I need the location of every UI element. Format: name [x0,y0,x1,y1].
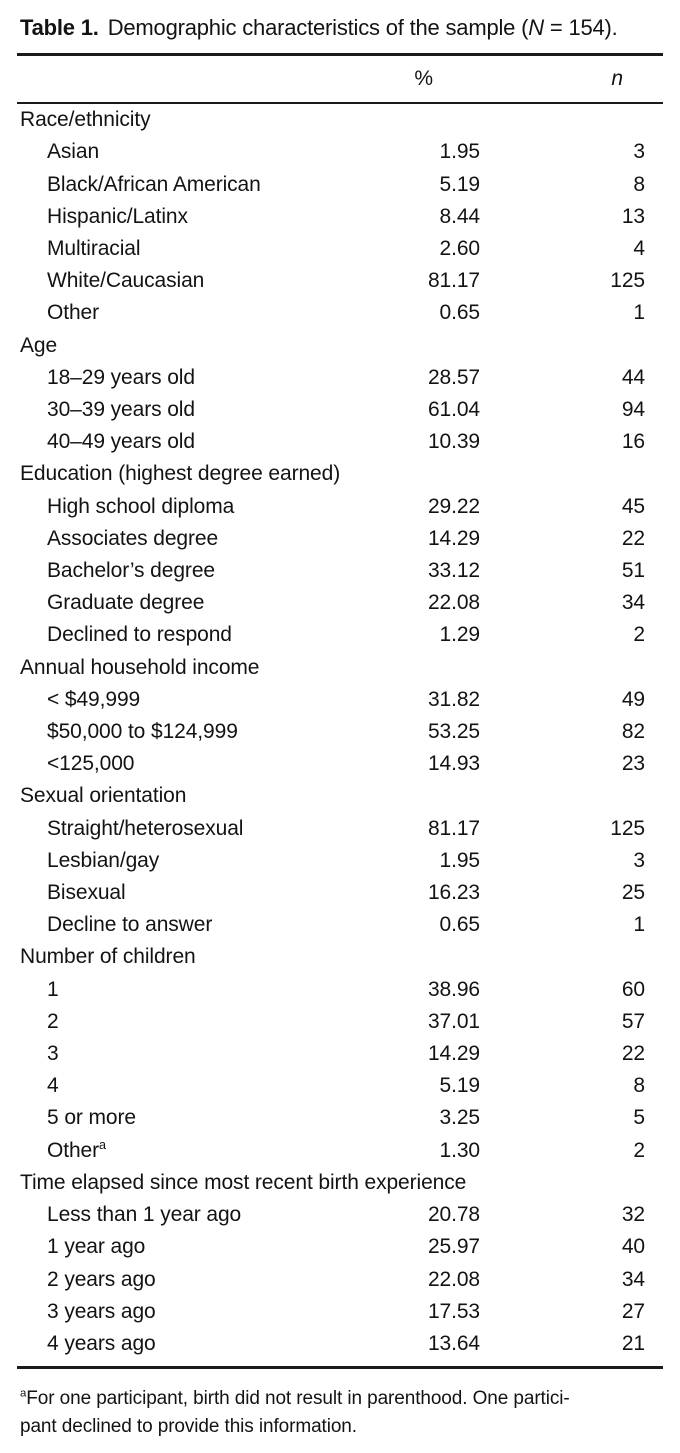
percent-value: 20.78 [427,1203,480,1227]
percent-value: 31.82 [427,687,480,711]
percent-value: 2.60 [439,237,480,260]
row-label: 1 [47,977,59,1001]
table-row [17,426,663,458]
row-label: Decline to answer [47,913,213,937]
table-row [17,1199,663,1231]
table-row [17,491,663,523]
section-header-row: Time elapsed since most recent birth experience [20,1170,467,1194]
table-caption [108,15,618,40]
row-label: Lesbian/gay [47,848,160,872]
row-label: Multiracial [47,237,141,260]
n-value: 16 [621,430,645,454]
percent-value: 10.39 [427,430,480,454]
percent-value: 22.08 [427,591,480,615]
table-row [17,201,663,233]
n-symbol: n [611,66,623,90]
table-row [17,1296,663,1328]
footnote-text: For one participant, birth did not result in parenthood. One partici- pant declined to provide this information. [20,1388,570,1437]
percent-value: 53.25 [427,720,480,744]
table-row [17,555,663,587]
n-value: 45 [621,494,645,518]
table-row [17,265,663,297]
row-label: 4 years ago [47,1331,156,1355]
n-value: 8 [633,172,645,196]
table-row [17,523,663,555]
table-row [17,1231,663,1263]
n-value: 94 [621,398,645,422]
section-header-row: Education (highest degree earned) [20,462,341,486]
n-value: 3 [633,140,645,164]
row-label: $50,000 to $124,999 [47,720,238,744]
percent-value: 5.19 [439,1074,480,1098]
table-row [17,684,663,716]
table-body [17,104,663,1360]
table-row [17,169,663,201]
stub-header-cell [17,56,365,102]
n-value: 2 [633,1138,645,1162]
n-value: 8 [633,1074,645,1098]
percent-value: 1.95 [439,848,480,872]
n-value: 3 [633,848,645,872]
n-column-header [480,56,663,102]
row-label: 30–39 years old [47,398,195,422]
table-row [17,394,663,426]
row-label: 3 years ago [47,1299,156,1323]
n-value: 51 [621,559,645,583]
n-value: 22 [621,1042,645,1066]
row-label: 3 [47,1042,59,1066]
section-header-row: Annual household income [20,655,260,679]
row-label: Bachelor’s degree [47,559,215,583]
row-label: Bisexual [47,881,126,905]
table-row [17,1006,663,1038]
row-label: Less than 1 year ago [47,1203,242,1227]
percent-value: 1.30 [439,1138,480,1162]
caption-text-after: = 154). [543,15,618,40]
n-value: 1 [633,913,645,937]
n-value: 25 [621,881,645,905]
n-value: 82 [621,720,645,744]
caption-n-symbol: N [528,15,544,40]
n-value: 34 [621,591,645,615]
row-label: High school diploma [47,494,235,518]
percent-value: 14.29 [427,526,480,550]
table-row [17,233,663,265]
percent-value: 25.97 [427,1235,480,1259]
table-footnote [17,1385,663,1440]
table-row [17,1328,663,1360]
table-title [17,13,663,43]
n-value: 21 [621,1331,645,1355]
n-value: 23 [621,752,645,776]
row-label: Other [47,301,100,325]
table-row [17,974,663,1006]
bottom-rule [17,1366,663,1369]
row-label: Other$^a$ [47,1137,106,1162]
n-value: 2 [633,623,645,647]
table-row [17,1102,663,1134]
row-label: Graduate degree [47,591,205,615]
row-label: 4 [47,1074,59,1098]
table-row [17,1070,663,1102]
percent-value: 1.95 [439,140,480,164]
row-label: White/Caucasian [47,269,205,293]
table-number: Table 1. [20,15,99,40]
column-header-row [17,56,663,102]
percent-value: 17.53 [427,1299,480,1323]
n-value: 22 [621,526,645,550]
n-value: 1 [633,301,645,325]
table-row [17,362,663,394]
n-value: 27 [621,1299,645,1323]
n-value: 44 [621,365,645,389]
n-value: 34 [621,1267,645,1291]
percent-value: 28.57 [427,365,480,389]
row-label: Black/African American [47,172,261,196]
n-value: 40 [621,1235,645,1259]
percent-value: 33.12 [427,559,480,583]
percent-value: 0.65 [439,301,480,325]
percent-value: 61.04 [427,398,480,422]
percent-value: 16.23 [427,881,480,905]
n-value: 49 [621,687,645,711]
percent-value: 81.17 [427,269,480,293]
percent-value: 13.64 [427,1331,480,1355]
table-row [17,909,663,941]
table-row [17,297,663,329]
percent-value: 14.93 [427,752,480,776]
table-row [17,1135,663,1167]
percent-value: 22.08 [427,1267,480,1291]
table-row [17,1264,663,1296]
table-row [17,716,663,748]
percent-value: 8.44 [439,204,480,228]
row-label: <125,000 [47,752,135,776]
table-row [17,845,663,877]
table-row [17,619,663,651]
row-label: 5 or more [47,1106,136,1130]
table-row [17,748,663,780]
row-label: Straight/heterosexual [47,816,244,840]
row-label: Asian [47,140,100,164]
table-row [17,136,663,168]
table-row [17,813,663,845]
percent-value: 3.25 [439,1106,480,1130]
percent-value: 29.22 [427,494,480,518]
row-label: Hispanic/Latinx [47,204,188,228]
percent-value: 0.65 [439,913,480,937]
section-header-row: Number of children [20,945,196,969]
n-value: 57 [621,1009,645,1033]
section-header-row: Sexual orientation [20,784,187,808]
row-label: Declined to respond [47,623,232,647]
n-value: 5 [633,1106,645,1130]
footnote-marker-ref: a [99,1137,106,1152]
percent-value: 38.96 [427,977,480,1001]
n-value: 60 [621,977,645,1001]
percent-value: 81.17 [427,816,480,840]
row-label: 40–49 years old [47,430,195,454]
n-value: 4 [633,237,645,260]
n-value: 125 [610,269,645,293]
row-label: 18–29 years old [47,365,195,389]
percent-value: 1.29 [439,623,480,647]
row-label: 2 [47,1009,59,1033]
caption-text-before: Demographic characteristics of the sample ( [107,15,529,40]
row-label: < $49,999 [47,687,141,711]
section-header-row: Race/ethnicity [20,108,151,132]
footnote-marker: a [20,1387,27,1400]
n-value: 13 [621,204,645,228]
section-header-row: Age [20,333,58,357]
table-row [17,587,663,619]
row-label: 2 years ago [47,1267,156,1291]
table-row [17,1038,663,1070]
n-value: 125 [610,816,645,840]
percent-column-header: % [414,66,433,90]
row-label: Associates degree [47,526,219,550]
percent-value: 5.19 [439,172,480,196]
n-value: 32 [621,1203,645,1227]
percent-value: 14.29 [427,1042,480,1066]
percent-value: 37.01 [427,1009,480,1033]
table-row [17,877,663,909]
row-label: 1 year ago [47,1235,146,1259]
